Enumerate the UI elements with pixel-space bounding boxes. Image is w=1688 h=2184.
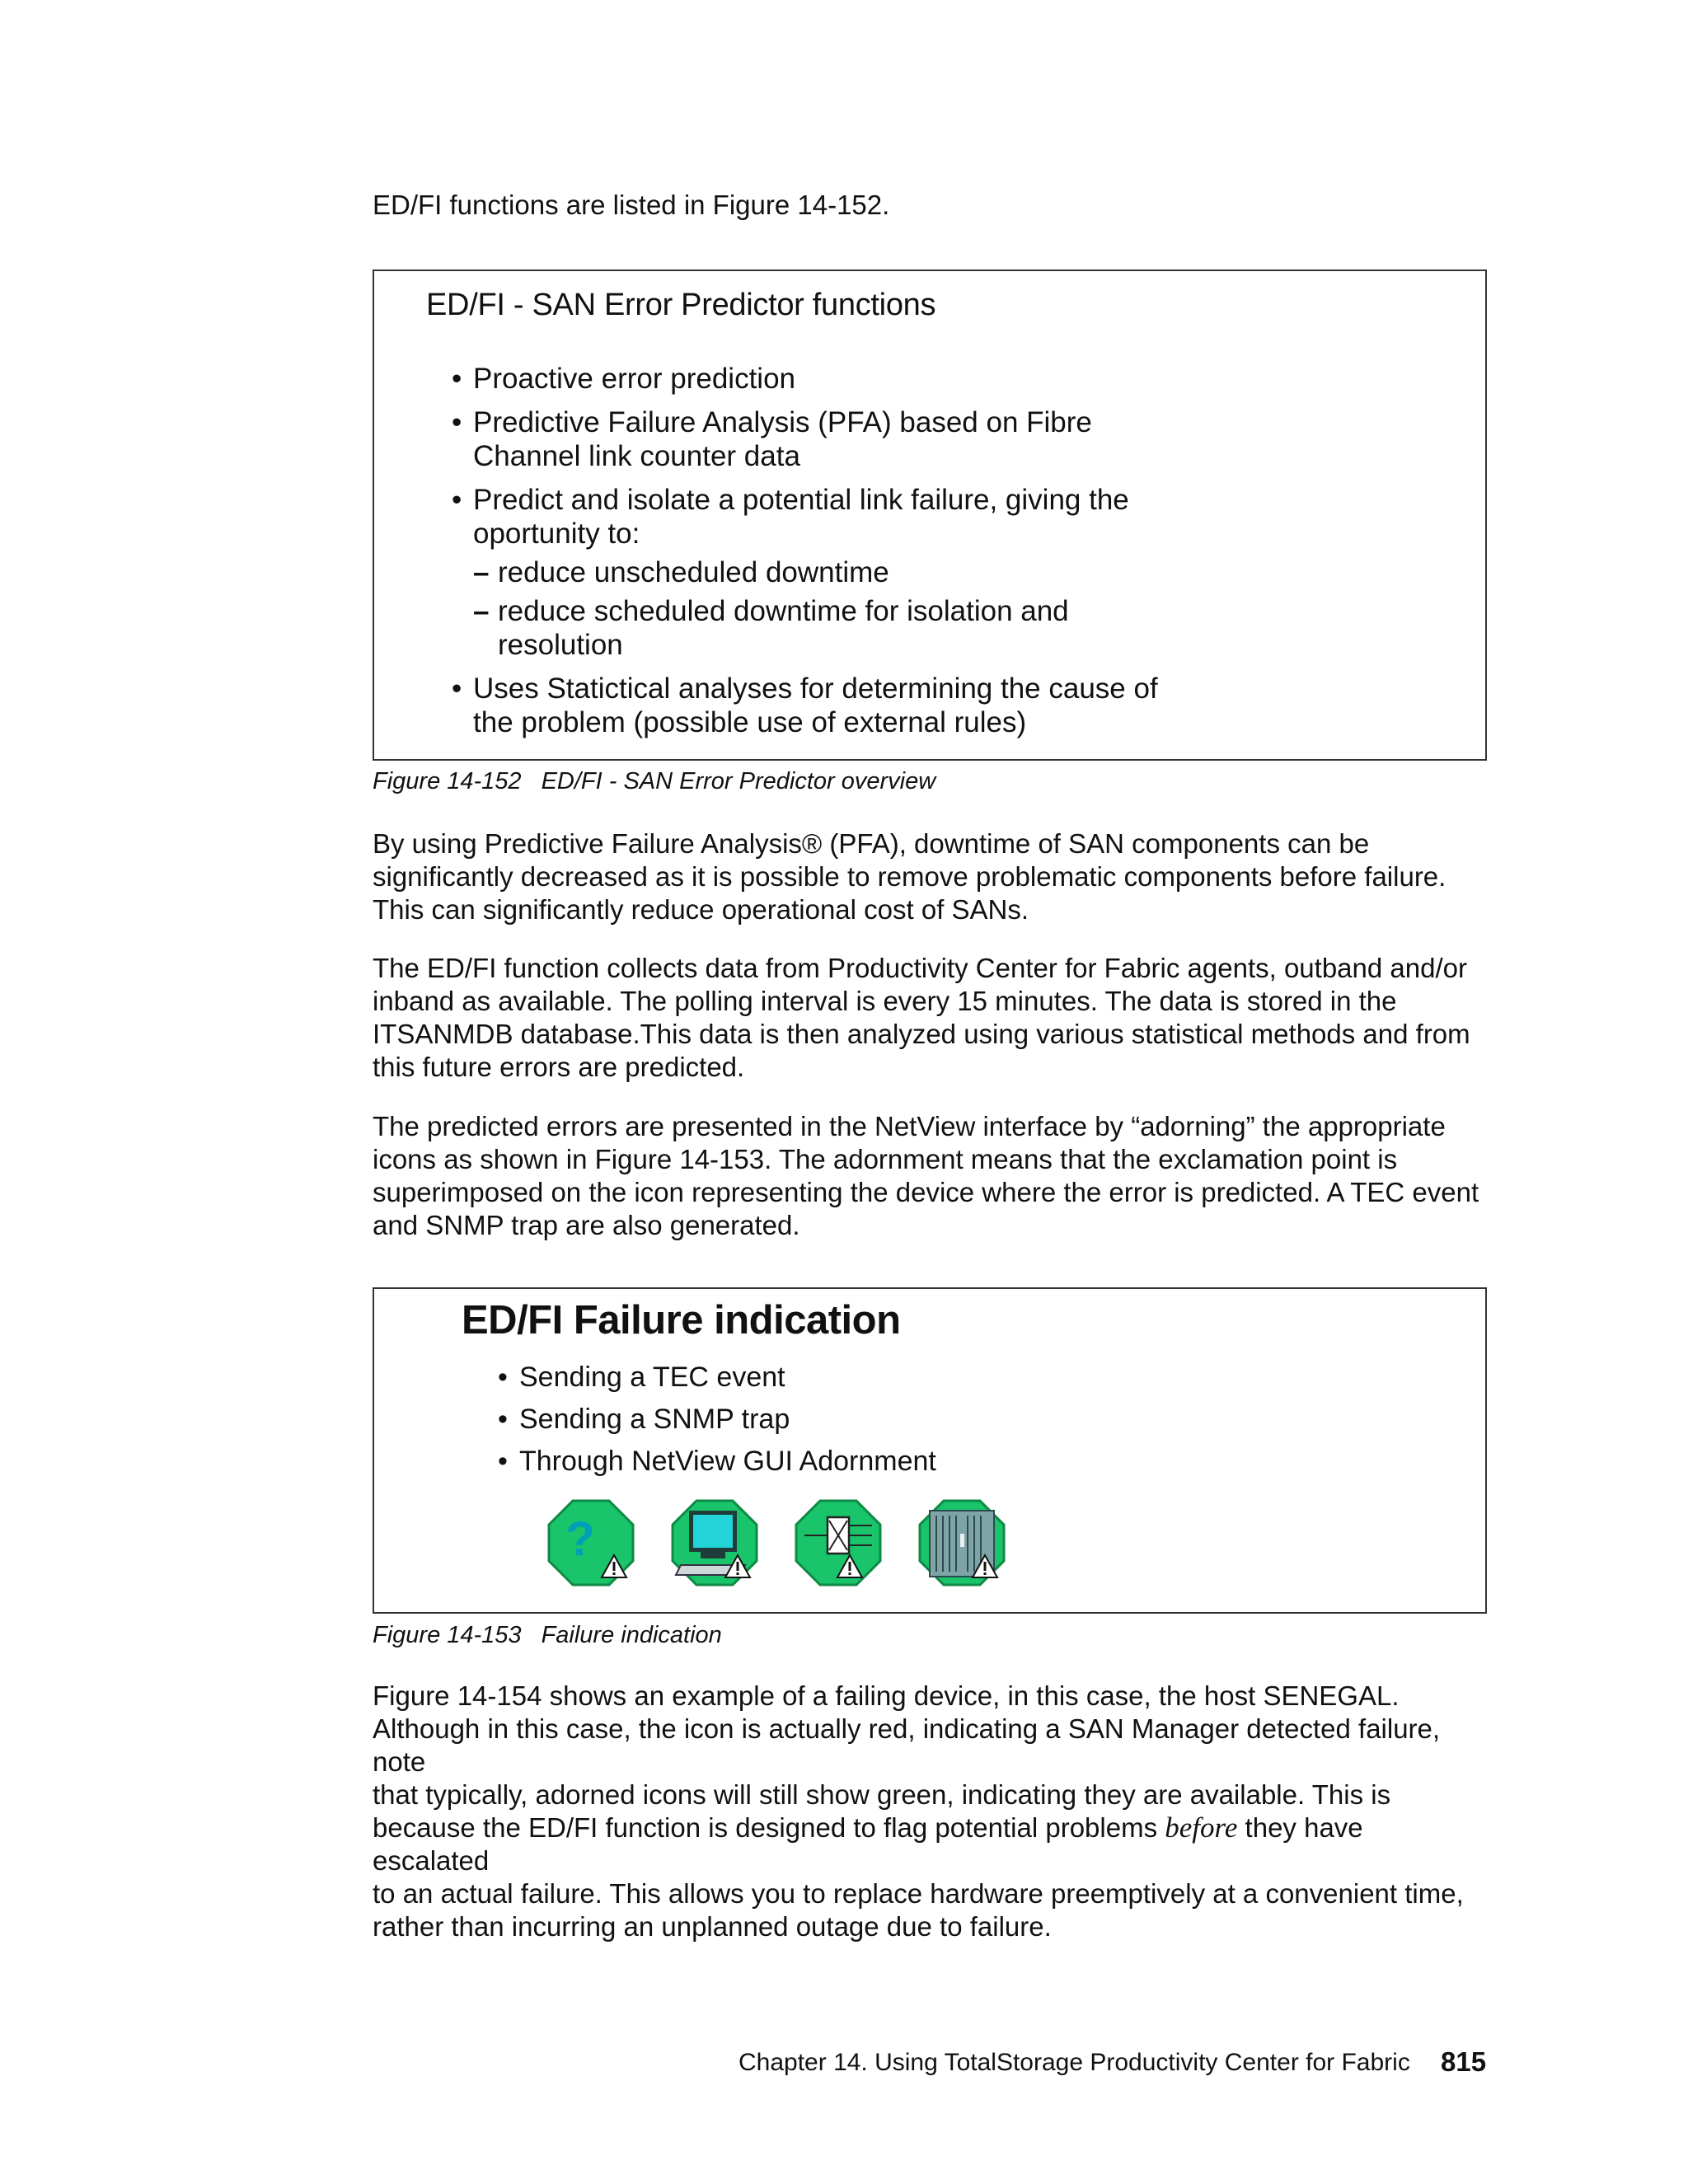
bullet-icon: • [452,484,462,516]
dash-icon: – [473,595,490,627]
figure-caption: Figure 14-152 ED/FI - SAN Error Predictor overview [373,768,936,794]
bullet-icon: • [452,363,462,395]
host-computer-warning-icon [671,1499,758,1586]
list-item: • Predict and isolate a potential link failure, giving the oportunity to: – reduce unscheduled downtime – reduce scheduled downtime for isolation and resolution [473,483,1158,662]
body-paragraph: Figure 14-154 shows an example of a failing device, in this case, the host SENEGAL. Although in this case, the icon is actually red, indicating a SAN Manager detected failure, note that typically, adorned icons will still show green, indicating they are available. This is because the ED/FI function is designed to flag potential problems before they have escalated to an actual failure. This allows you to replace hardware preemptively at a convenient time, rather than incurring an unplanned outage due to failure. [373,1680,1464,1942]
list-item: • Through NetView GUI Adornment [519,1441,936,1483]
emphasis-text: before [1165,1811,1238,1844]
bullet-list [498,1357,936,1483]
list-item: • Proactive error prediction [452,363,795,395]
figure-14-152 [373,269,1487,761]
figure-caption: Figure 14-153 Failure indication [373,1622,722,1648]
list-item: • Predictive Failure Analysis (PFA) based on Fibre Channel link counter data [452,406,1092,472]
intro-text: ED/FI functions are listed in Figure 14-152. [373,190,890,220]
bullet-icon: • [498,1404,508,1435]
chapter-footer: Chapter 14. Using TotalStorage Productivity Center for Fabric [738,2049,1410,2076]
adornment-icons [547,1499,1006,1586]
bullet-icon: • [498,1361,508,1393]
bullet-icon: • [452,673,462,705]
sub-list-item: – reduce unscheduled downtime [473,556,889,588]
bullet-icon: • [498,1446,508,1477]
list-item: • Sending a SNMP trap [519,1399,936,1441]
svg-text:?: ? [565,1512,595,1566]
storage-cabinet-warning-icon [918,1499,1006,1586]
body-paragraph: The predicted errors are presented in the NetView interface by “adorning” the appropriate icons as shown in Figure 14-153. The adornment means that the exclamation point is superimposed on the icon representing the device where the error is predicted. A TEC event and SNMP trap are also generated. [373,1111,1479,1240]
switch-warning-icon [795,1499,882,1586]
body-paragraph: By using Predictive Failure Analysis® (PFA), downtime of SAN components can be significantly decreased as it is possible to remove problematic components before failure. This can significantly reduce operational cost of SANs. [373,828,1447,925]
figure-14-153 [373,1287,1487,1614]
list-item: • Sending a TEC event [519,1357,936,1399]
page-number: 815 [1441,2046,1487,2077]
body-paragraph: The ED/FI function collects data from Productivity Center for Fabric agents, outband and/or inband as available. The polling interval is every 15 minutes. The data is stored in the ITSANMDB database.This data is then analyzed using various statistical methods and from this future errors are predicted. [373,953,1470,1082]
bullet-list [452,362,1158,739]
list-item: • Uses Statictical analyses for determining the cause of the problem (possible use of external rules) [452,673,1158,738]
figure-title: ED/FI - SAN Error Predictor functions [426,288,936,322]
bullet-icon: • [452,406,462,438]
sub-list-item: – reduce scheduled downtime for isolation and resolution [473,595,1069,661]
dash-icon: – [473,556,490,588]
unknown-device-warning-icon [547,1499,635,1586]
figure-title: ED/FI Failure indication [462,1298,901,1343]
